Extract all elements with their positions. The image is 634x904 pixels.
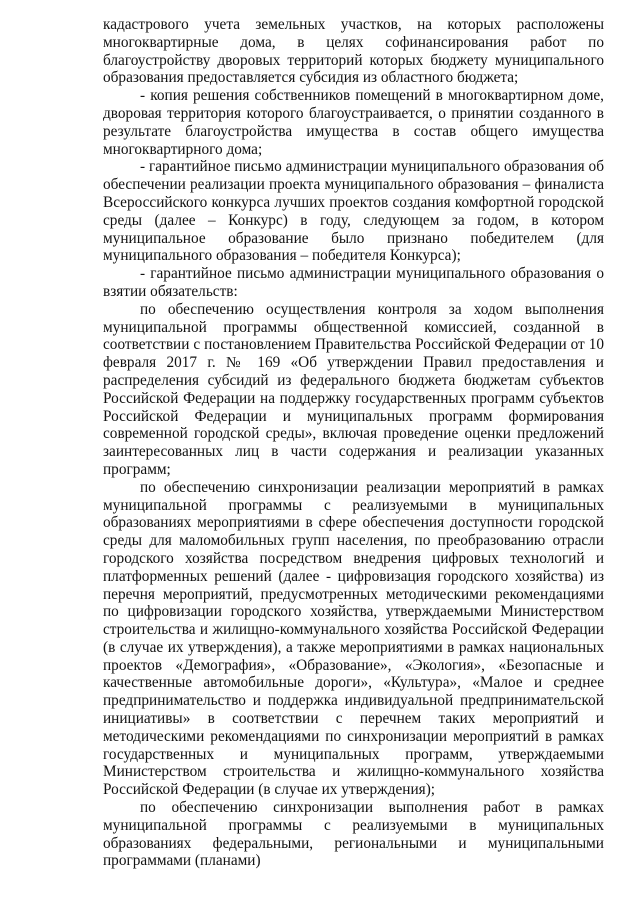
paragraph-owners-decision-copy: - копия решения собственников помещений в многоквартирном доме, дворовая территория которого благоустраивается, о принятии созданного в результате благоустройства имущества в состав общего имущества многоквартирного дома; bbox=[103, 87, 604, 158]
paragraph-obligation-synchronization-measures: по обеспечению синхронизации реализации мероприятий в рамках муниципальной программы с реализуемыми в муниципальных образованиях мероприятиями в сфере обеспечения доступности городской среды для маломобильных групп населения, по преобразованию отрасли городского хозяйства посредством внедрения цифровых технологий и платформенных решений (далее - цифровизация городского хозяйства) из перечня мероприятий, предусмотренных методическими рекомендациями по цифровизации городского хозяйства, утверждаемыми Министерством строительства и жилищно-коммунального хозяйства Российской Федерации (в случае их утверждения), а также мероприятиями в рамках национальных проектов «Демография», «Образование», «Экология», «Безопасные и качественные автомобильные дороги», «Культура», «Малое и среднее предпринимательство и поддержка индивидуальной предпринимательской инициативы» в соответствии с перечнем таких мероприятий и методическими рекомендациями по синхронизации мероприятий в рамках государственных и муниципальных программ, утверждаемыми Министерством строительства и жилищно-коммунального хозяйства Российской Федерации (в случае их утверждения); bbox=[103, 478, 604, 799]
paragraph-guarantee-letter-obligations: - гарантийное письмо администрации муниципального образования о взятии обязательств: bbox=[103, 265, 604, 300]
paragraph-cadastral-continuation: кадастрового учета земельных участков, на которых расположены многоквартирные дома, в целях софинансирования работ по благоустройству дворовых территорий которых бюджету муниципального образования предоставляется субсидия из областного бюджета; bbox=[103, 16, 604, 87]
paragraph-obligation-synchronization-works: по обеспечению синхронизации выполнения работ в рамках муниципальной программы с реализуемыми в муниципальных образованиях федеральными, региональными и муниципальными программами (планами) bbox=[103, 799, 604, 870]
document-page bbox=[103, 16, 604, 870]
paragraph-guarantee-letter-finalist: - гарантийное письмо администрации муниципального образования об обеспечении реализации проекта муниципального образования – финалиста Всероссийского конкурса лучших проектов создания комфортной городской среды (далее – Конкурс) в году, следующем за годом, в котором муниципальное образование было признано победителем (для муниципального образования – победителя Конкурса); bbox=[103, 158, 604, 265]
paragraph-obligation-control: по обеспечению осуществления контроля за ходом выполнения муниципальной программы общественной комиссией, созданной в соответствии с постановлением Правительства Российской Федерации от 10 февраля 2017 г. № 169 «Об утверждении Правил предоставления и распределения субсидий из федерального бюджета бюджетам субъектов Российской Федерации на поддержку государственных программ субъектов Российской Федерации и муниципальных программ формирования современной городской среды», включая проведение оценки предложений заинтересованных лиц в части содержания и реализации указанных программ; bbox=[103, 300, 604, 478]
